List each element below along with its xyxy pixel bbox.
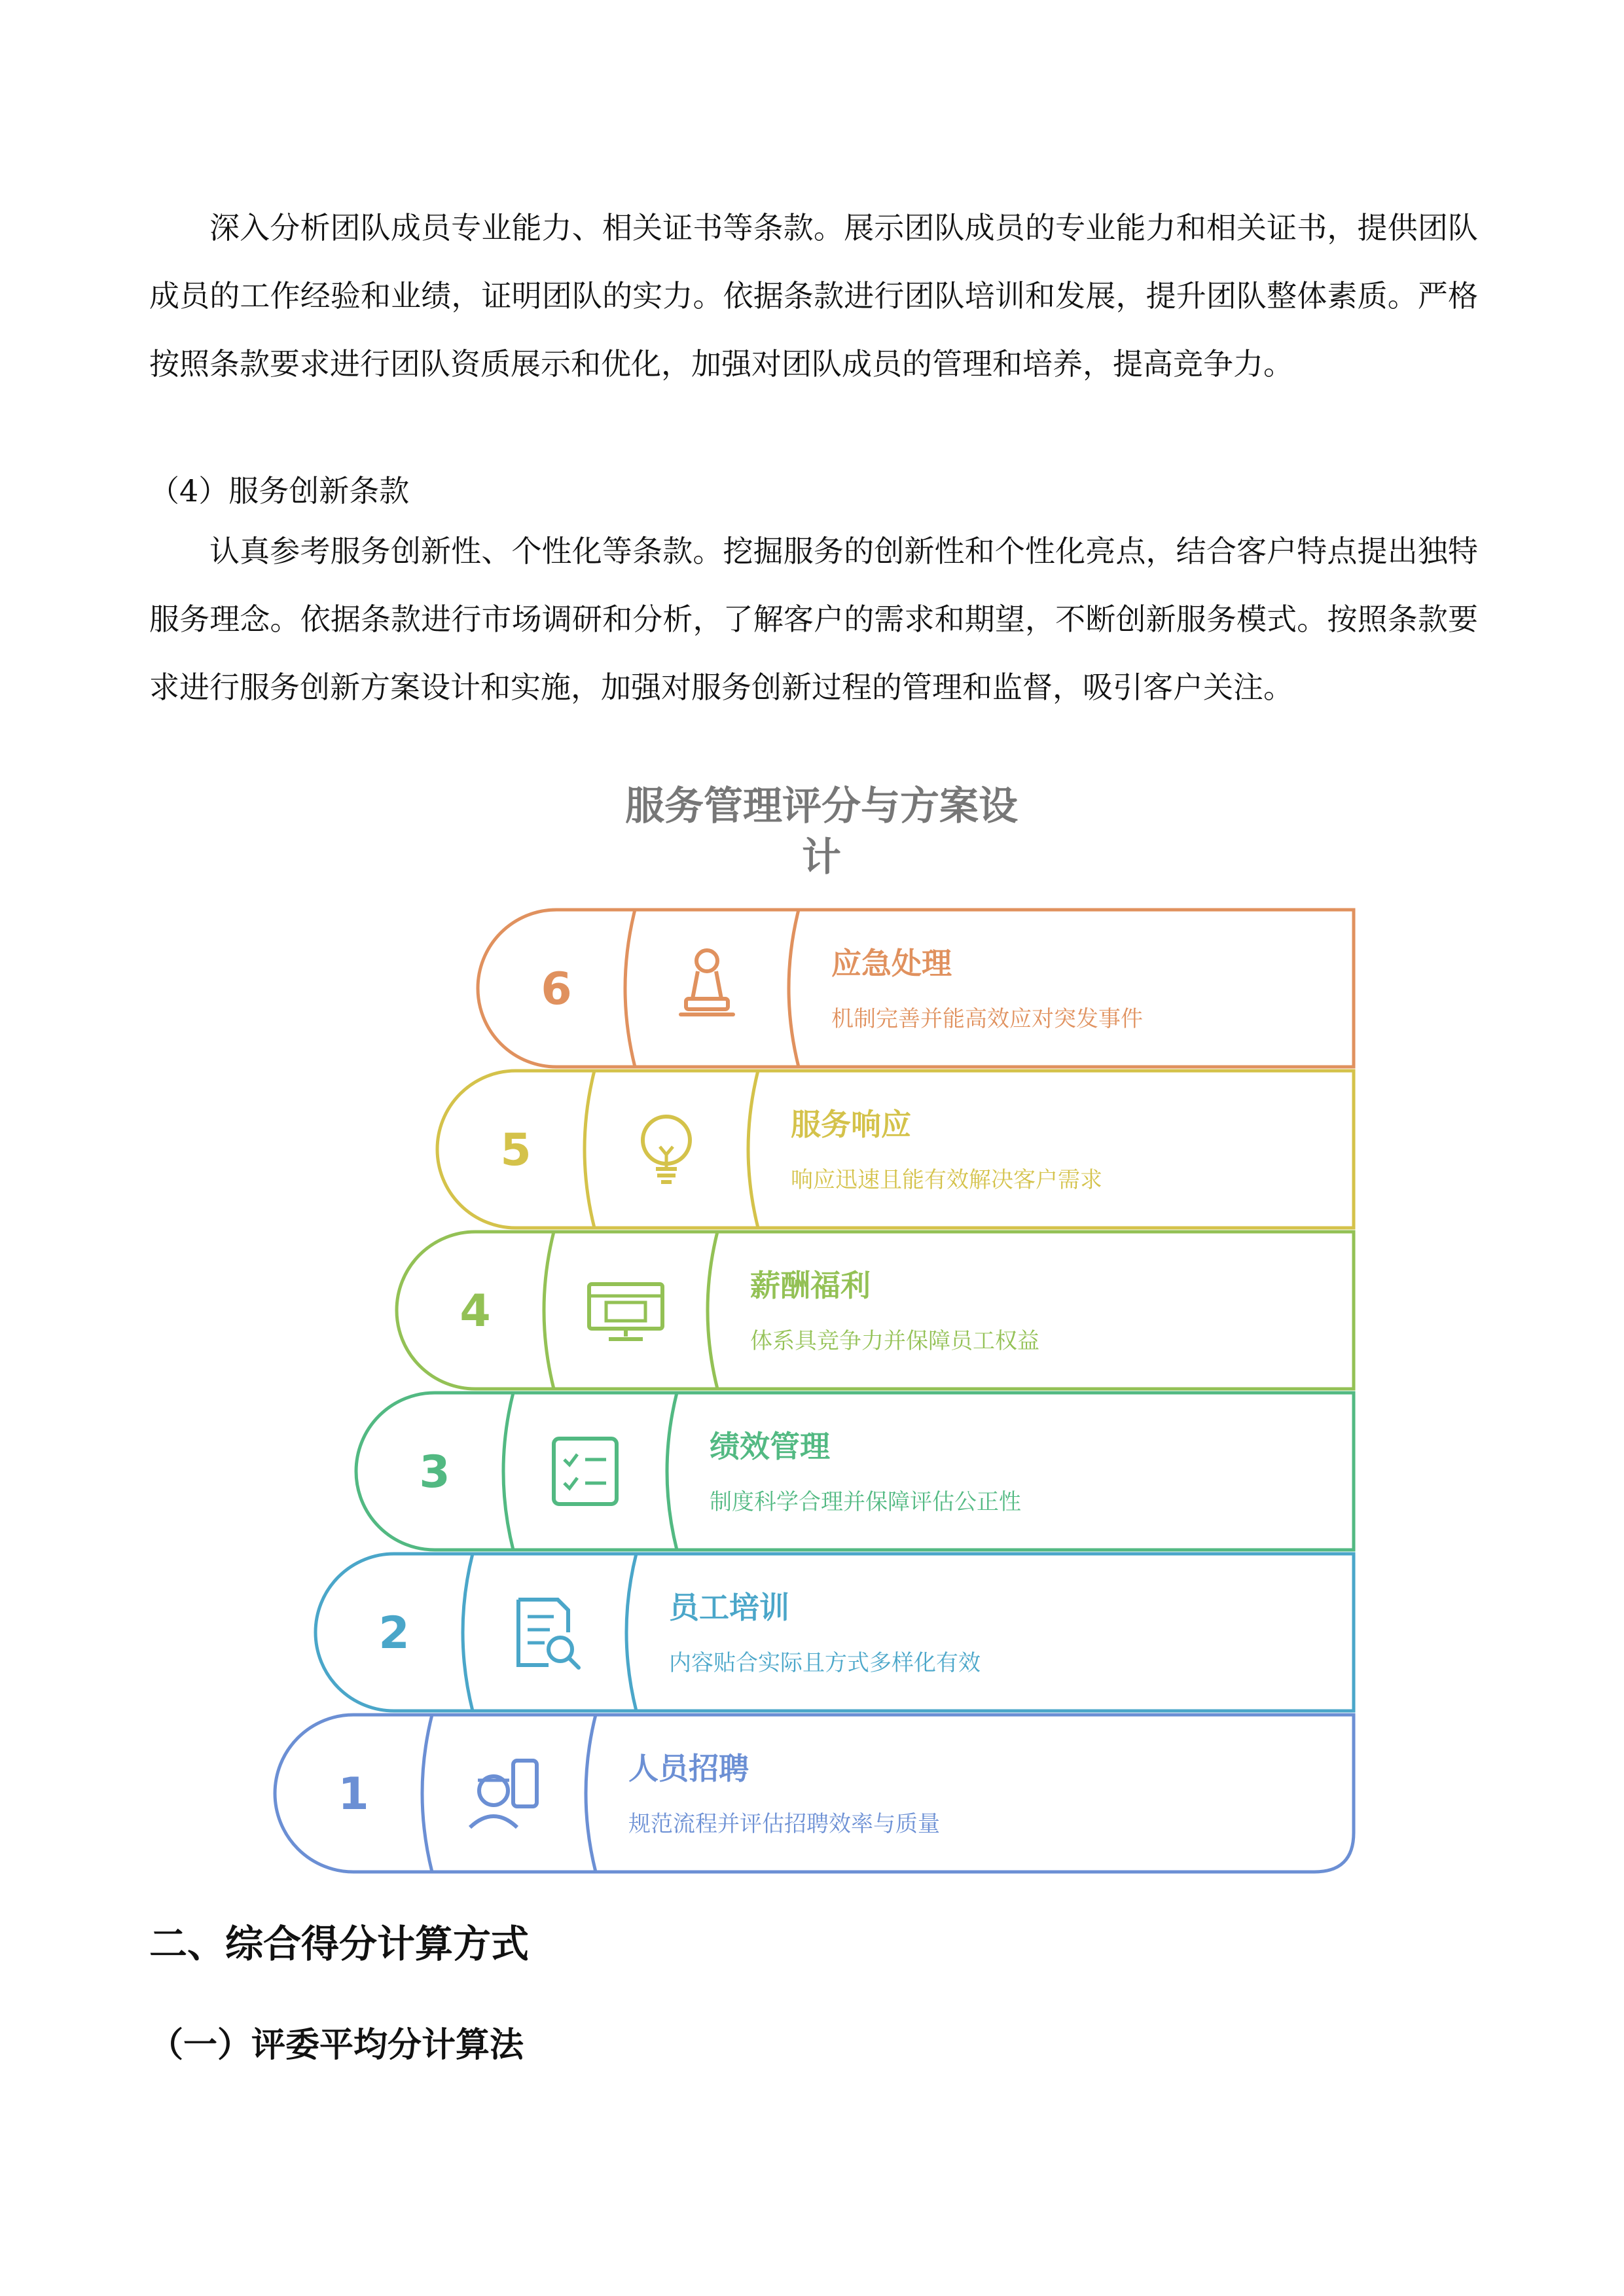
infographic-step-4 <box>397 1232 1354 1389</box>
step-4-title: 薪酬福利 <box>750 1268 871 1303</box>
step-1-frame <box>275 1715 1354 1872</box>
step-1-number: 1 <box>338 1768 369 1820</box>
step-3-number: 3 <box>419 1446 450 1498</box>
step-3-title: 绩效管理 <box>710 1429 830 1464</box>
step-6-description: 机制完善并能高效应对突发事件 <box>831 1006 1143 1032</box>
step-2-number: 2 <box>378 1607 410 1659</box>
step-2-frame <box>316 1554 1354 1711</box>
infographic-step-3 <box>356 1393 1354 1550</box>
step-5-title: 服务响应 <box>791 1107 911 1142</box>
step-5-number: 5 <box>500 1124 532 1176</box>
infographic-step-5 <box>437 1071 1354 1228</box>
step-4-number: 4 <box>460 1285 491 1337</box>
step-6-number: 6 <box>541 963 572 1015</box>
step-5-frame <box>437 1071 1354 1228</box>
step-2-title: 员工培训 <box>669 1590 789 1625</box>
step-6-frame <box>478 910 1354 1067</box>
subsection-heading-average-score: （一）评委平均分计算法 <box>149 2025 524 2065</box>
step-4-description: 体系具竞争力并保障员工权益 <box>750 1328 1039 1354</box>
step-1-description: 规范流程并评估招聘效率与质量 <box>628 1811 940 1837</box>
infographic-title-line1: 服务管理评分与方案设 <box>625 783 1018 829</box>
section-heading-composite-score: 二、综合得分计算方式 <box>149 1922 530 1966</box>
step-5-description: 响应迅速且能有效解决客户需求 <box>791 1167 1102 1193</box>
step-6-title: 应急处理 <box>831 946 952 981</box>
step-3-frame <box>356 1393 1354 1550</box>
step-3-description: 制度科学合理并保障评估公正性 <box>710 1489 1021 1515</box>
paragraph-service-innovation: 认真参考服务创新性、个性化等条款。挖掘服务的创新性和个性化亮点，结合客户特点提出独特服务理念。依据条款进行市场调研和分析，了解客户的需求和期望，不断创新服务模式。按照条款要求进行服务创新方案设计和实施，加强对服务创新过程的管理和监督，吸引客户关注。 <box>149 533 1478 705</box>
subheading-service-innovation: （4）服务创新条款 <box>149 473 410 509</box>
paragraph-team-qualification: 深入分析团队成员专业能力、相关证书等条款。展示团队成员的专业能力和相关证书，提供团队成员的工作经验和业绩，证明团队的实力。依据条款进行团队培训和发展，提升团队整体素质。严格按照条款要求进行团队资质展示和优化，加强对团队成员的管理和培养，提高竞争力。 <box>149 210 1478 382</box>
step-4-frame <box>397 1232 1354 1389</box>
service-management-infographic <box>262 779 1375 1905</box>
infographic-title-line2: 计 <box>802 834 841 880</box>
infographic-step-6 <box>478 910 1354 1067</box>
step-1-title: 人员招聘 <box>628 1751 749 1786</box>
step-2-description: 内容贴合实际且方式多样化有效 <box>669 1650 981 1676</box>
infographic-step-1 <box>275 1715 1354 1872</box>
infographic-step-2 <box>316 1554 1354 1711</box>
